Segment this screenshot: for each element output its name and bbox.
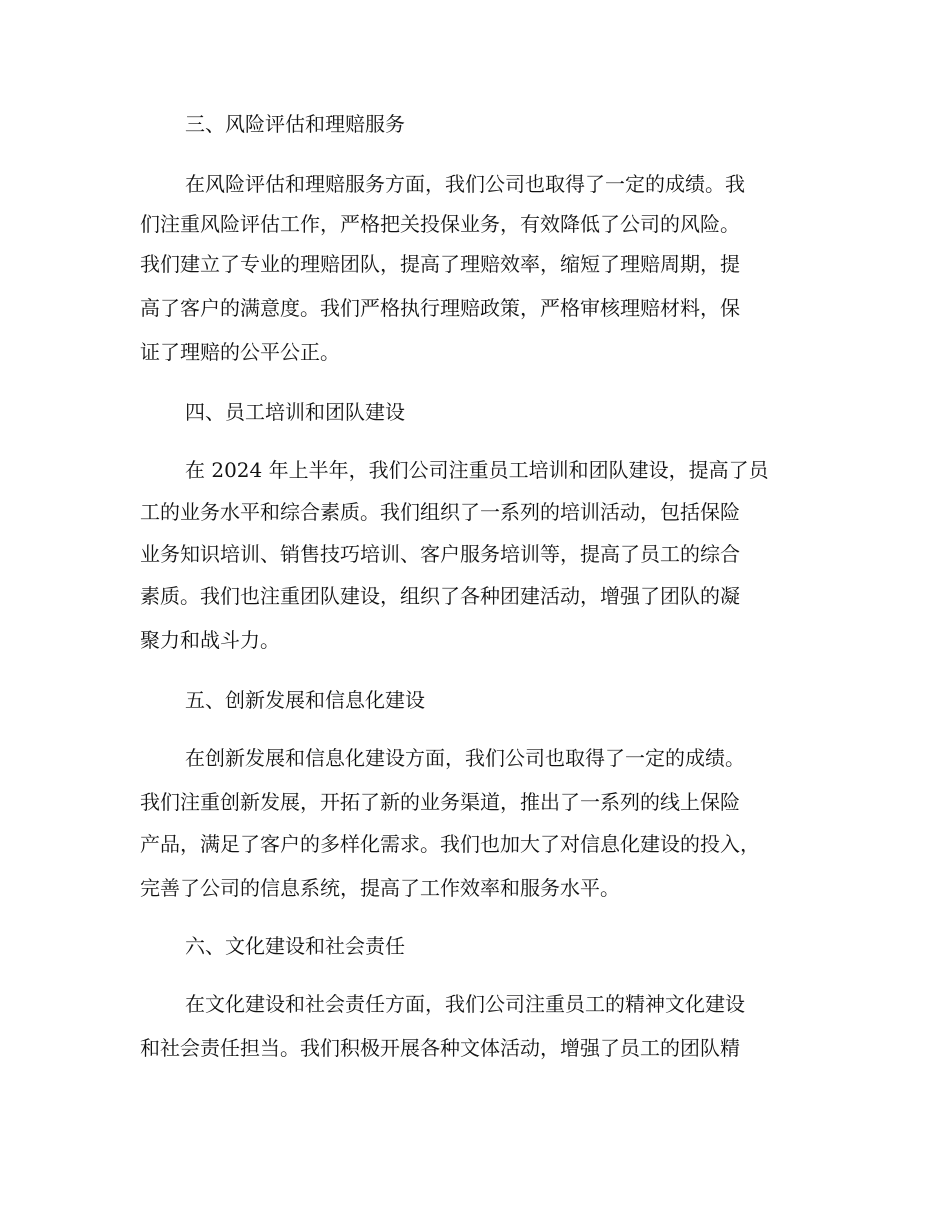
paragraph-line: 完善了公司的信息系统，提高了工作效率和服务水平。 <box>140 876 620 900</box>
paragraph-line: 我们注重创新发展，开拓了新的业务渠道，推出了一系列的线上保险 <box>140 790 740 814</box>
paragraph-line: 们注重风险评估工作，严格把关投保业务，有效降低了公司的风险。 <box>140 212 740 236</box>
section-heading: 六、文化建设和社会责任 <box>185 934 405 958</box>
section-heading: 四、员工培训和团队建设 <box>185 400 405 424</box>
paragraph-line: 业务知识培训、销售技巧培训、客户服务培训等，提高了员工的综合 <box>140 542 740 566</box>
paragraph-line: 和社会责任担当。我们积极开展各种文体活动，增强了员工的团队精 <box>140 1036 740 1060</box>
paragraph-line: 工的业务水平和综合素质。我们组织了一系列的培训活动，包括保险 <box>140 500 740 524</box>
paragraph-line: 产品，满足了客户的多样化需求。我们也加大了对信息化建设的投入， <box>140 832 760 856</box>
section-heading: 三、风险评估和理赔服务 <box>185 112 405 136</box>
section-heading: 五、创新发展和信息化建设 <box>185 688 425 712</box>
paragraph-line: 在风险评估和理赔服务方面，我们公司也取得了一定的成绩。我 <box>185 172 745 196</box>
paragraph-line: 素质。我们也注重团队建设，组织了各种团建活动，增强了团队的凝 <box>140 584 740 608</box>
paragraph-line: 在 2024 年上半年，我们公司注重员工培训和团队建设，提高了员 <box>185 458 769 482</box>
paragraph-line: 在文化建设和社会责任方面，我们公司注重员工的精神文化建设 <box>185 992 745 1016</box>
paragraph-line: 聚力和战斗力。 <box>140 628 280 652</box>
paragraph-line: 证了理赔的公平公正。 <box>140 340 340 364</box>
paragraph-line: 高了客户的满意度。我们严格执行理赔政策，严格审核理赔材料，保 <box>140 296 740 320</box>
paragraph-line: 在创新发展和信息化建设方面，我们公司也取得了一定的成绩。 <box>185 746 745 770</box>
paragraph-line: 我们建立了专业的理赔团队，提高了理赔效率，缩短了理赔周期，提 <box>140 252 740 276</box>
